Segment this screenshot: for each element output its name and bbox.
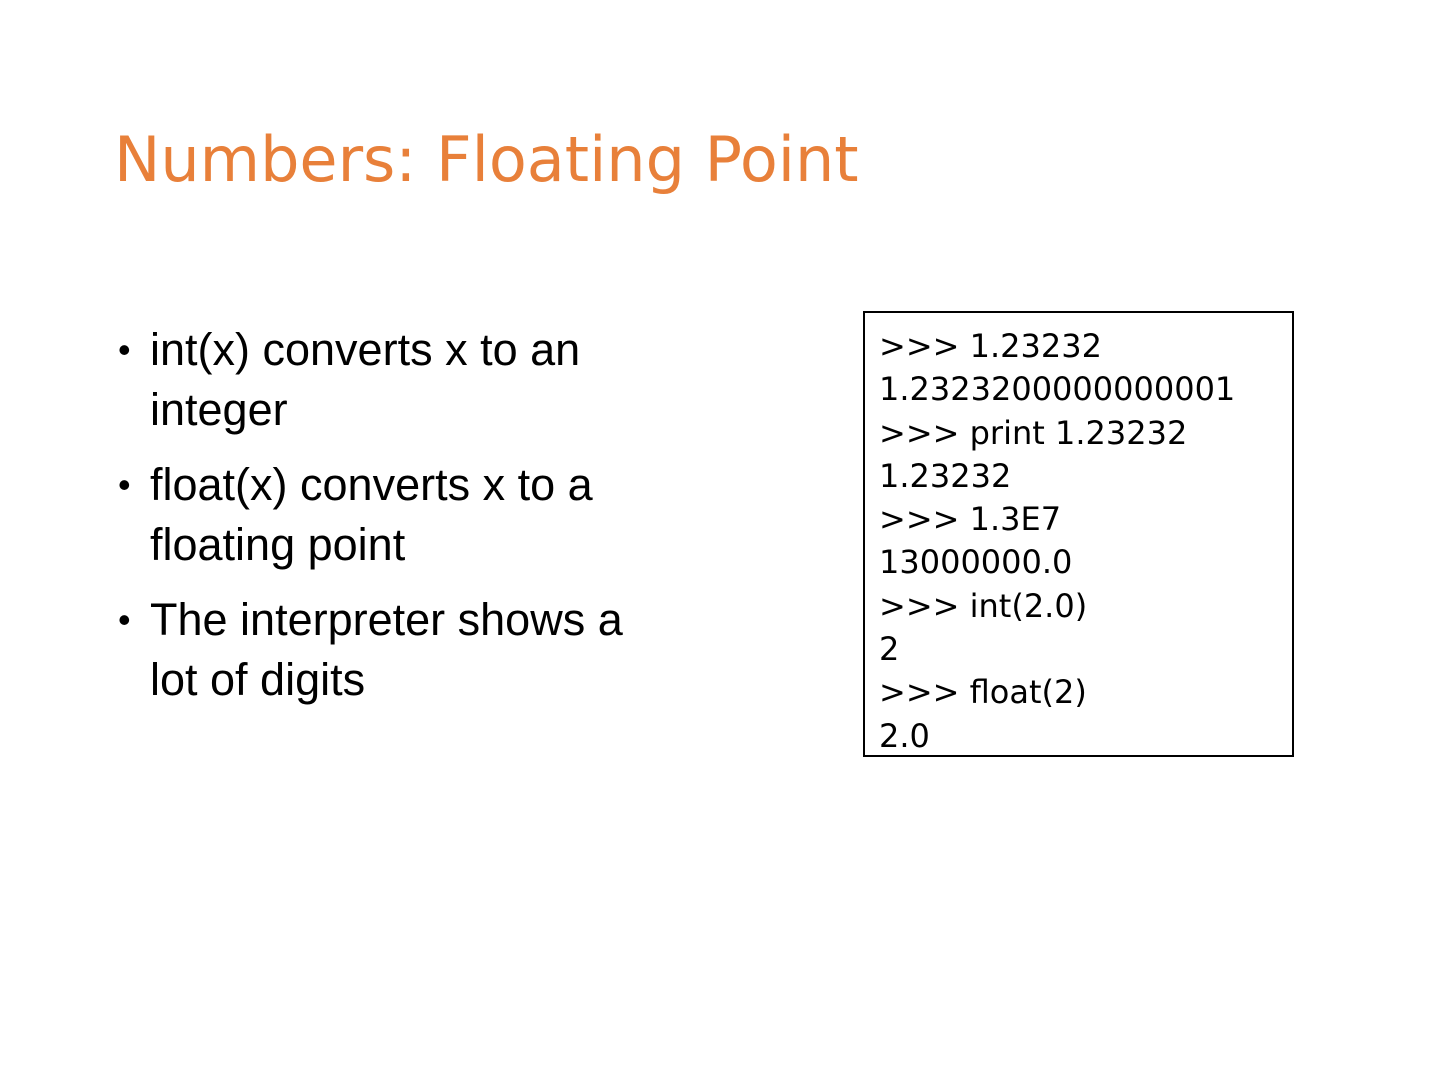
bullet-text: int(x) converts x to an integer [150, 324, 581, 435]
code-line: 2 [879, 630, 900, 669]
code-line: 1.23232 [879, 456, 1012, 495]
code-line: 1.2323200000000001 [879, 370, 1236, 409]
code-line: >>> int(2.0) [879, 586, 1088, 625]
code-line: >>> 1.3E7 [879, 500, 1062, 539]
bullet-marker: • [118, 464, 131, 505]
bullet-marker: • [118, 599, 131, 640]
bullet-list [118, 320, 678, 725]
code-line: 2.0 [879, 716, 930, 755]
bullet-text: The interpreter shows a lot of digits [150, 594, 623, 705]
code-line: >>> float(2) [879, 673, 1087, 712]
code-line: 13000000.0 [879, 543, 1073, 582]
slide-title: Numbers: Floating Point [114, 123, 859, 196]
code-line: >>> print 1.23232 [879, 413, 1188, 452]
bullet-marker: • [118, 329, 131, 370]
code-line: >>> 1.23232 [879, 327, 1102, 365]
bullet-item-int [118, 320, 678, 440]
bullet-item-float [118, 455, 678, 575]
bullet-text: float(x) converts x to a floating point [150, 459, 593, 570]
interpreter-code-box [863, 311, 1294, 757]
bullet-item-interpreter [118, 590, 678, 710]
